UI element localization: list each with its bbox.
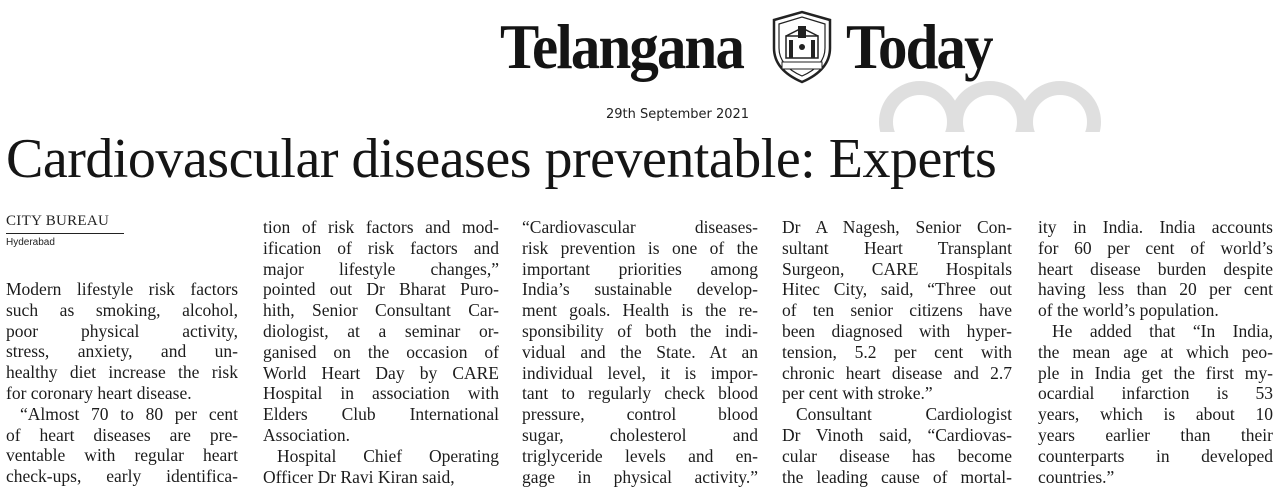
- column-line: stress, anxiety, and un-: [6, 341, 238, 362]
- article-column-3: [522, 217, 758, 487]
- publication-date: 29th September 2021: [606, 107, 750, 122]
- column-line: countries.”: [1038, 466, 1115, 487]
- column-line: Association.: [263, 424, 351, 445]
- column-line: “Almost 70 to 80 per cent: [20, 403, 238, 424]
- column-line: pointed out Dr Bharat Puro-: [263, 279, 499, 300]
- column-line: years, which is about 10: [1038, 404, 1273, 425]
- byline-bureau: CITY BUREAU: [6, 213, 124, 234]
- column-line: risk prevention is one of the: [522, 237, 758, 258]
- column-line: important priorities among: [522, 258, 758, 279]
- column-line: ity in India. India accounts: [1038, 217, 1273, 237]
- column-line: triglyceride levels and en-: [522, 445, 758, 466]
- article-column-2: [263, 217, 499, 487]
- column-line: of ten senior citizens have: [782, 300, 1012, 321]
- column-line: diologist, at a seminar or-: [263, 320, 499, 341]
- column-line: Elders Club International: [263, 404, 499, 425]
- watermark-icon: [860, 62, 1120, 132]
- byline: [6, 213, 124, 248]
- column-line: major lifestyle changes,”: [263, 258, 499, 279]
- article-column-5: [1038, 217, 1273, 487]
- column-line: cular disease has become: [782, 445, 1012, 466]
- column-line: chronic heart disease and 2.7: [782, 362, 1012, 383]
- headline: Cardiovascular diseases preventable: Experts: [6, 128, 997, 190]
- column-line: sugar, cholesterol and: [522, 424, 758, 445]
- column-line: poor physical activity,: [6, 320, 238, 341]
- column-line: Dr A Nagesh, Senior Con-: [782, 217, 1012, 237]
- column-line: Dr Vinoth said, “Cardiovas-: [782, 424, 1012, 445]
- newspaper-emblem-icon: [768, 10, 836, 84]
- column-line: sponsibility of both the indi-: [522, 320, 758, 341]
- masthead-right-word: Today: [846, 11, 992, 82]
- column-line: the leading cause of mortal-: [782, 466, 1012, 487]
- column-line: per cent with stroke.”: [782, 383, 933, 404]
- column-line: India’s sustainable develop-: [522, 279, 758, 300]
- column-line: Surgeon, CARE Hospitals: [782, 258, 1012, 279]
- column-line: individual level, it is impor-: [522, 362, 758, 383]
- article-column-1: [6, 279, 238, 487]
- column-line: ification of risk factors and: [263, 237, 499, 258]
- column-line: ocardial infarction is 53: [1038, 383, 1273, 404]
- column-line: sultant Heart Transplant: [782, 237, 1012, 258]
- column-line: Consultant Cardiologist: [796, 404, 1012, 425]
- column-line: vidual and the State. At an: [522, 341, 758, 362]
- column-line: tion of risk factors and mod-: [263, 217, 499, 237]
- column-line: Hitec City, said, “Three out: [782, 279, 1012, 300]
- column-line: pressure, control blood: [522, 404, 758, 425]
- column-line: tant to regularly check blood: [522, 383, 758, 404]
- article-column-4: [782, 217, 1012, 487]
- column-line: counterparts in developed: [1038, 445, 1273, 466]
- column-line: “Cardiovascular diseases-: [522, 217, 758, 237]
- column-line: Hospital in association with: [263, 383, 499, 404]
- column-line: Officer Dr Ravi Kiran said,: [263, 466, 455, 487]
- column-line: ganised on the occasion of: [263, 341, 499, 362]
- column-line: of the world’s population.: [1038, 300, 1219, 321]
- column-line: ventable with regular heart: [6, 445, 238, 466]
- column-line: such as smoking, alcohol,: [6, 299, 238, 320]
- column-line: hith, Senior Consultant Car-: [263, 300, 499, 321]
- column-line: Modern lifestyle risk factors: [6, 279, 238, 299]
- column-line: having less than 20 per cent: [1038, 279, 1273, 300]
- column-line: years earlier than their: [1038, 424, 1273, 445]
- masthead-left-word: Telangana: [500, 11, 744, 82]
- column-line: for 60 per cent of world’s: [1038, 237, 1273, 258]
- column-line: heart disease burden despite: [1038, 258, 1273, 279]
- byline-place: Hyderabad: [6, 237, 55, 248]
- column-line: healthy diet increase the risk: [6, 362, 238, 383]
- column-line: World Heart Day by CARE: [263, 362, 499, 383]
- column-line: tension, 5.2 per cent with: [782, 341, 1012, 362]
- column-line: the mean age at which peo-: [1038, 341, 1273, 362]
- column-line: gage in physical activity.”: [522, 466, 758, 487]
- column-line: Hospital Chief Operating: [277, 445, 499, 466]
- column-line: ment goals. Health is the re-: [522, 300, 758, 321]
- column-line: check-ups, early identifica-: [6, 466, 238, 487]
- column-line: He added that “In India,: [1052, 320, 1273, 341]
- column-line: of heart diseases are pre-: [6, 424, 238, 445]
- column-line: been diagnosed with hyper-: [782, 320, 1012, 341]
- column-line: ple in India get the first my-: [1038, 362, 1273, 383]
- column-line: for coronary heart disease.: [6, 382, 192, 403]
